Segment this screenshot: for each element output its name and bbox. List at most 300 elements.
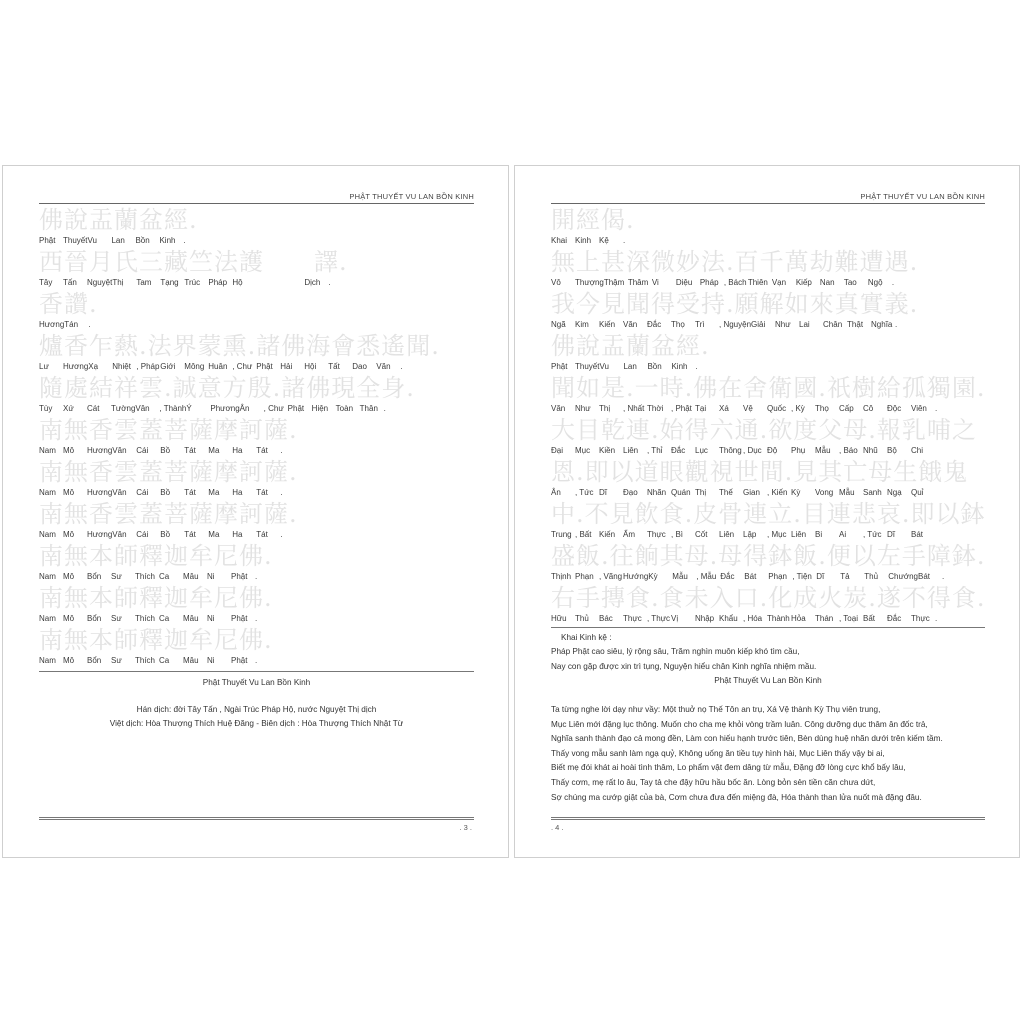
reading-word: Đắc (647, 320, 662, 329)
hanzi-trace: 西晉月氏三藏竺法護 譯. (39, 248, 348, 276)
reading-word: . (891, 278, 895, 287)
reading-word: Tát (256, 446, 268, 455)
hanzi-trace: 盛飯.往餉其母.母得鉢飯.便以左手障鉢. (551, 542, 986, 570)
sutra-title: Phật Thuyết Vu Lan Bồn Kinh (202, 678, 311, 687)
sutra-title: Phật Thuyết Vu Lan Bồn Kinh (714, 676, 822, 685)
reading-word: Thán (815, 614, 834, 623)
reading-word: Kiến (599, 530, 616, 539)
reading-word: Vu (599, 362, 609, 371)
reading-word: , Thực (647, 614, 670, 623)
copybook-line (551, 542, 985, 584)
reading-word: Ha (232, 530, 243, 539)
reading-word: Cấp (839, 404, 854, 413)
reading-word: Giải (751, 320, 766, 329)
reading-word: Lan (111, 236, 125, 245)
reading-word: Cát (87, 404, 100, 413)
copybook-line (39, 248, 474, 290)
reading-word: Quỉ (911, 488, 924, 497)
reading-word: Bất (863, 614, 876, 623)
reading-word: Ni (207, 614, 215, 623)
reading-word: Thế (719, 488, 733, 497)
hanzi-trace: 南無香雲蓋菩薩摩訶薩. (39, 500, 298, 528)
reading-word: Ý (186, 404, 192, 413)
reading-word: Thuyết (63, 236, 88, 245)
reading-word: Dao (352, 362, 367, 371)
reading-word: Vị (671, 614, 679, 623)
reading-word: . (935, 404, 938, 413)
reading-word: Nam (39, 656, 56, 665)
hanzi-trace: 中.不見飲食.皮骨連立.目連悲哀.即以鉢 (551, 500, 986, 528)
divider (39, 671, 474, 672)
reading-word: Huân (208, 362, 228, 371)
reading-word: , Kiến (767, 488, 788, 497)
reading-word: Thủ (575, 614, 589, 623)
reading-word: Phạn (768, 572, 787, 581)
verse-line: Pháp Phật cao siêu, lý rộng sâu, Trăm nghìn muôn kiếp khó tìm cầu, (551, 647, 800, 656)
reading-word: . (255, 656, 258, 665)
reading-word: . (400, 362, 403, 371)
reading-word: , Phật (671, 404, 692, 413)
reading-word: Kệ (599, 236, 609, 245)
sino-vietnamese-reading (39, 446, 304, 455)
reading-word: Phật (287, 404, 305, 413)
footer-rule (39, 817, 474, 820)
reading-word: Ma (208, 488, 220, 497)
reading-word: Gian (743, 488, 760, 497)
sino-vietnamese-reading (39, 362, 424, 371)
reading-word: Viên (911, 404, 927, 413)
sino-vietnamese-reading (39, 404, 408, 413)
reading-word: . (328, 278, 331, 287)
reading-word: Kiếp (795, 278, 812, 287)
reading-word: Liên (791, 530, 807, 539)
reading-word: Xá (719, 404, 729, 413)
reading-word: . (935, 614, 938, 623)
reading-word: Ca (159, 572, 170, 581)
reading-word: Khẩu (719, 614, 738, 623)
reading-word: Pháp (699, 278, 719, 287)
reading-word: Thị (599, 404, 611, 413)
reading-word: Kinh (159, 236, 176, 245)
reading-word: , Tiện (792, 572, 812, 581)
reading-word: Nhãn (647, 488, 667, 497)
hanzi-trace: 隨處結祥雲.誠意方殷.諸佛現全身. (39, 374, 415, 402)
copybook-lines (551, 206, 985, 626)
reading-word: Kim (575, 320, 589, 329)
reading-word: Nan (819, 278, 835, 287)
reading-word: Xạ (88, 362, 99, 371)
reading-word: Phương (210, 404, 240, 413)
hanzi-trace: 開經偈. (551, 206, 635, 234)
reading-word: Đắc (671, 446, 686, 455)
reading-word: Vân (112, 530, 127, 539)
reading-word: Kỳ (791, 488, 801, 497)
reading-word: Ai (839, 530, 847, 539)
reading-word: , Mẫu (696, 572, 717, 581)
reading-word: Lư (39, 362, 49, 371)
copybook-line (39, 206, 474, 248)
prose-line: Ta từng nghe lời dạy như vầy: Một thuở nọ Thế Tôn an trụ, Xá Vệ thành Kỳ Thụ viên trung, (551, 705, 881, 714)
sino-vietnamese-reading (39, 572, 279, 581)
reading-word: Bác (599, 614, 613, 623)
reading-word: Vô (551, 278, 561, 287)
reading-word: Hương (87, 488, 113, 497)
sino-vietnamese-reading (39, 656, 279, 665)
reading-word: Nguyệt (87, 278, 113, 287)
reading-word: Lan (623, 362, 637, 371)
reading-word: , Tức (863, 530, 882, 539)
reading-word: Chân (823, 320, 843, 329)
reading-word: Ha (232, 488, 243, 497)
reading-word: . (383, 404, 386, 413)
reading-word: Chướng (888, 572, 919, 581)
reading-word: Sanh (863, 488, 882, 497)
reading-word: Bổn (87, 656, 102, 665)
reading-word: Thông (719, 446, 742, 455)
reading-word: Đắc (720, 572, 735, 581)
reading-word: , Báo (839, 446, 858, 455)
hanzi-trace: 聞如是.一時.佛在舍衛國.祇樹給孤獨園. (551, 374, 986, 402)
reading-word: Đắc (887, 614, 902, 623)
reading-word: Mô (63, 530, 75, 539)
reading-word: Sư (111, 614, 122, 623)
reading-word: Thực (623, 614, 642, 623)
copybook-line (551, 500, 985, 542)
reading-word: Mô (63, 572, 75, 581)
reading-word: Liên (719, 530, 735, 539)
reading-word: Thủ (864, 572, 879, 581)
reading-word: Lai (799, 320, 810, 329)
hanzi-trace: 我今見聞得受持.願解如來真實義. (551, 290, 919, 318)
reading-word: Thị (695, 488, 707, 497)
reading-word: Phụ (791, 446, 806, 455)
reading-word: Phật (39, 236, 56, 245)
reading-word: Nam (39, 572, 56, 581)
reading-word: Thịnh (551, 572, 572, 581)
hanzi-trace: 佛說盂蘭盆經. (551, 332, 710, 360)
reading-word: Thích (135, 572, 156, 581)
hanzi-trace: 無上甚深微妙法.百千萬劫難遭遇. (551, 248, 919, 276)
reading-word: Tát (256, 530, 268, 539)
reading-word: Thực (647, 530, 666, 539)
reading-word: Ngã (551, 320, 566, 329)
credits (39, 703, 474, 731)
reading-word: Kỳ (648, 572, 658, 581)
reading-word: Hải (280, 362, 293, 371)
sino-vietnamese-reading (551, 320, 919, 329)
reading-word: Nam (39, 446, 56, 455)
reading-word: Quán (671, 488, 691, 497)
reading-word: Tát (184, 488, 196, 497)
reading-word: Mâu (183, 614, 199, 623)
reading-word: Dịch (304, 278, 321, 287)
hanzi-trace: 南無本師釋迦牟尼佛. (39, 584, 273, 612)
reading-word: Chi (911, 446, 924, 455)
reading-word: Vu (87, 236, 97, 245)
reading-word: Văn (623, 320, 638, 329)
sino-vietnamese-reading (39, 236, 207, 245)
reading-word: Mô (63, 488, 75, 497)
reading-word: Mục (575, 446, 591, 455)
reading-word: Liên (623, 446, 639, 455)
reading-word: Kinh (575, 236, 592, 245)
reading-word: Quốc (767, 404, 787, 413)
page-3 (2, 165, 509, 858)
sino-vietnamese-reading (551, 488, 935, 497)
reading-word: Bộ (887, 446, 897, 455)
reading-word: Phật (256, 362, 273, 371)
reading-word: Ca (159, 614, 170, 623)
reading-word: Toàn (335, 404, 354, 413)
reading-word: Ma (208, 446, 220, 455)
reading-word: Hiện (311, 404, 329, 413)
reading-word: Tạng (160, 278, 179, 287)
reading-word: . (895, 320, 898, 329)
running-header: PHẬT THUYẾT VU LAN BỒN KINH (551, 192, 985, 204)
reading-word: Thuyết (575, 362, 600, 371)
reading-word: , Vãng (599, 572, 623, 581)
hanzi-trace: 右手摶食.食未入口.化成火炭.遂不得食. (551, 584, 986, 612)
copybook-line (551, 206, 985, 248)
reading-word: Cốt (695, 530, 708, 539)
sino-vietnamese-reading (551, 530, 935, 539)
reading-word: Hương (87, 446, 113, 455)
reading-word: , Kỳ (791, 404, 805, 413)
reading-word: Cái (136, 530, 149, 539)
hanzi-trace: 南無本師釋迦牟尼佛. (39, 542, 273, 570)
prose-line: Sợ chúng ma cướp giật của bà, Cơm chưa đưa đến miệng đà, Hóa thành than lửa nuốt mà đặng đâu. (551, 792, 922, 802)
reading-word: Mẫu (672, 572, 688, 581)
page-number: . 4 . (551, 823, 564, 832)
verse-line: Nay con gặp được xin trì tụng, Nguyện hiểu chân Kinh nghĩa nhiệm mầu. (551, 661, 817, 671)
reading-word: Văn (376, 362, 391, 371)
copybook-line (39, 458, 474, 500)
reading-word: Tường (111, 404, 136, 413)
reading-word: Như (775, 320, 791, 329)
reading-word: Độ (767, 446, 778, 455)
prose (551, 703, 985, 805)
reading-word: Bổn (87, 572, 102, 581)
copybook-lines (39, 206, 474, 668)
copybook-line (551, 290, 985, 332)
reading-word: Mẫu (839, 488, 855, 497)
copybook-line (39, 626, 474, 668)
reading-word: , Nguyện (719, 320, 752, 329)
copybook-line (551, 248, 985, 290)
reading-word: Tùy (39, 404, 53, 413)
reading-word: . (183, 236, 186, 245)
reading-word: Pháp (208, 278, 228, 287)
sino-vietnamese-reading (551, 278, 916, 287)
copybook-line (551, 458, 985, 500)
reading-word: Kiền (599, 446, 616, 455)
reading-word: Thị (112, 278, 124, 287)
reading-word: , Bất (575, 530, 592, 539)
copybook-line (551, 374, 985, 416)
reading-word: , Thỉ (647, 446, 663, 455)
hanzi-trace: 香讚. (39, 290, 98, 318)
reading-word: Nhũ (863, 446, 878, 455)
reading-word: . (942, 572, 945, 581)
prose-line: Thấy vong mẫu sanh làm ngạ quỷ, Không uống ăn tiều tụy hình hài, Mục Liên thấy vậy bi ai, (551, 748, 885, 758)
reading-word: Nhiệt (112, 362, 131, 371)
reading-word: , Nhất (623, 404, 645, 413)
prose-line: Nghĩa sanh thành đạo cả mong đền, Làm con hiếu hạnh trước tiên, Bèn dùng huệ nhãn dưới trên kiếm tầm. (551, 734, 943, 744)
hanzi-trace: 爐香乍爇.法界蒙熏.諸佛海會悉遙聞. (39, 332, 440, 360)
copybook-line (39, 542, 474, 584)
reading-word: . (255, 614, 258, 623)
reading-word: Dĩ (887, 530, 895, 539)
reading-word: , Mục (767, 530, 787, 539)
reading-word: Vân (112, 446, 127, 455)
reading-word: Thích (135, 614, 156, 623)
reading-word: Phạn (575, 572, 594, 581)
reading-word: , Bách (723, 278, 747, 287)
reading-word: Tất (328, 362, 340, 371)
reading-word: Vân (135, 404, 150, 413)
sino-vietnamese-reading (551, 614, 959, 623)
reading-word: Mâu (183, 572, 199, 581)
sino-vietnamese-reading (551, 404, 959, 413)
reading-word: Bồ (160, 530, 171, 539)
credit-han: Hán dịch: đời Tây Tấn , Ngài Trúc Pháp Hộ, nước Nguyệt Thị dịch (136, 705, 377, 714)
sino-vietnamese-reading (39, 278, 352, 287)
reading-word: Lập (743, 530, 757, 539)
reading-word: . (88, 320, 91, 329)
hanzi-trace: 南無香雲蓋菩薩摩訶薩. (39, 458, 298, 486)
copybook-line (551, 584, 985, 626)
reading-word: Giới (160, 362, 176, 371)
reading-word: Mô (63, 446, 75, 455)
page-4 (514, 165, 1020, 858)
reading-word: Phật (231, 614, 248, 623)
reading-word: , Chư (263, 404, 284, 413)
sino-vietnamese-reading (551, 362, 719, 371)
reading-word: Tát (184, 530, 196, 539)
reading-word: Thọ (671, 320, 685, 329)
sino-vietnamese-reading (551, 572, 966, 581)
reading-word: Lục (695, 446, 708, 455)
reading-word: Bồn (135, 236, 150, 245)
page-number: . 3 . (459, 823, 472, 832)
reading-word: . (280, 488, 283, 497)
reading-word: Vong (815, 488, 834, 497)
reading-word: . (695, 362, 698, 371)
reading-word: Tây (39, 278, 53, 287)
reading-word: Hội (304, 362, 317, 371)
reading-word: Thọ (815, 404, 829, 413)
reading-word: Dĩ (599, 488, 607, 497)
reading-word: Thượng (575, 278, 604, 287)
reading-word: Hương (63, 362, 89, 371)
reading-word: Dĩ (816, 572, 825, 581)
reading-word: Thực (911, 614, 930, 623)
prose-line: Thấy cơm, mẹ rất lo âu, Tay tả che đậy hữu hầu bốc ăn. Lòng bỏn sẻn tiền căn chưa dứt, (551, 777, 876, 787)
reading-word: Ngạ (887, 488, 902, 497)
reading-word: Tam (136, 278, 152, 287)
reading-word: Khai (551, 236, 568, 245)
reading-word: , Pháp (136, 362, 160, 371)
hanzi-trace: 南無本師釋迦牟尼佛. (39, 626, 273, 654)
reading-word: Kiến (599, 320, 616, 329)
reading-word: Mẫu (815, 446, 831, 455)
reading-word: Mô (63, 614, 75, 623)
sino-vietnamese-reading (39, 614, 279, 623)
reading-word: Thành (767, 614, 790, 623)
reading-word: Phật (551, 362, 568, 371)
reading-word: Hương (39, 320, 65, 329)
copybook-line (551, 416, 985, 458)
running-header: PHẬT THUYẾT VU LAN BỒN KINH (39, 192, 474, 204)
reading-word: , Chư (232, 362, 253, 371)
reading-word: Hướng (623, 572, 649, 581)
reading-word: Vân (112, 488, 127, 497)
reading-word: Sư (111, 656, 122, 665)
reading-word: Văn (551, 404, 566, 413)
reading-word: Thiên (747, 278, 768, 287)
verse-title: Khai Kinh kệ : (561, 633, 612, 642)
copybook-line (39, 584, 474, 626)
reading-word: Vạn (771, 278, 787, 287)
reading-word: Mông (184, 362, 205, 371)
divider (551, 627, 985, 628)
copybook-line (39, 374, 474, 416)
reading-word: Tả (840, 572, 850, 581)
prose-line: Biết mẹ đói khát ai hoài tình thâm, Lo phẩm vật đem dâng từ mẫu, Đặng đỡ lòng cực khổ bấy lâu, (551, 763, 906, 773)
reading-word: Ngộ (867, 278, 883, 287)
reading-word: Đạo (623, 488, 638, 497)
reading-word: Ca (159, 656, 170, 665)
sino-vietnamese-reading (39, 488, 304, 497)
footer-rule (551, 817, 985, 820)
reading-word: Mâu (183, 656, 199, 665)
reading-word: Nam (39, 488, 56, 497)
copybook-line (39, 500, 474, 542)
hanzi-trace: 大目乾連.始得六通.欲度父母.報乳哺之 (551, 416, 977, 444)
reading-word: Ân (239, 404, 250, 413)
reading-word: Ma (208, 530, 220, 539)
copybook-line (39, 416, 474, 458)
reading-word: . (280, 446, 283, 455)
reading-word: Ha (232, 446, 243, 455)
reading-word: Bát (911, 530, 924, 539)
reading-word: Ni (207, 572, 215, 581)
reading-word: . (623, 236, 626, 245)
reading-word: Hỏa (791, 614, 806, 623)
reading-word: Thậm (603, 278, 625, 287)
reading-word: Bồn (647, 362, 662, 371)
reading-word: , Bì (671, 530, 684, 539)
reading-word: Tán (64, 320, 79, 329)
reading-word: Diệu (675, 278, 693, 287)
reading-word: Bi (815, 530, 823, 539)
reading-word: Cô (863, 404, 874, 413)
reading-word: Cái (136, 488, 149, 497)
reading-word: Hữu (551, 614, 567, 623)
reading-word: . (255, 572, 258, 581)
reading-word: Phật (231, 572, 248, 581)
hanzi-trace: 恩.即以道眼觀視世間.見其亡母生餓鬼 (551, 458, 969, 486)
reading-word: Sư (111, 572, 122, 581)
sino-vietnamese-reading (39, 320, 112, 329)
reading-word: Trúc (184, 278, 201, 287)
reading-word: Thân (359, 404, 378, 413)
reading-word: , Dục (743, 446, 762, 455)
reading-word: Tát (184, 446, 196, 455)
reading-word: Phật (231, 656, 248, 665)
reading-word: Ẩm (623, 530, 635, 539)
reading-word: Cái (136, 446, 149, 455)
